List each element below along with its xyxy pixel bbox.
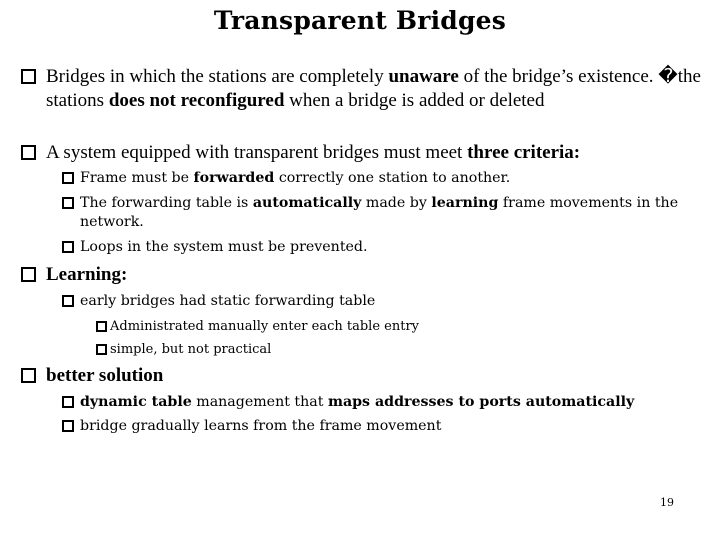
text-run: management that [191,394,328,410]
bullet-text [46,65,701,113]
text-run: The forwarding table is [80,195,253,211]
bullet-text: Administrated manually enter each table entry [110,319,420,334]
square-bullet-icon [62,197,74,209]
page-number: 19 [660,496,674,509]
sub-bullet-gradually-learns [62,417,702,436]
bullet-text [80,393,634,412]
bullet-criteria [21,141,711,165]
sub-bullet-dynamic-table [62,393,702,412]
bullet-text: early bridges had static forwarding table [80,293,376,309]
bold-run: three criteria: [467,142,581,163]
square-bullet-icon [21,145,36,160]
bullet-text: Loops in the system must be prevented. [80,239,368,255]
square-bullet-icon [21,69,36,84]
text-run: Frame must be [80,170,194,186]
slide-title: Transparent Bridges [213,6,507,35]
square-bullet-icon [62,396,74,408]
bold-run: does not reconfigured [108,90,285,111]
text-run: of the bridge’s existence. �the stations [46,66,701,111]
bold-run: unaware [388,66,459,87]
text-run: Bridges in which the stations are completely [46,66,389,87]
bold-run: Learning: [46,264,128,285]
bullet-better-solution [21,364,681,388]
text-run: made by [361,195,432,211]
square-bullet-icon [62,295,74,307]
square-bullet-icon [21,368,36,383]
sub-sub-bullet-simple [96,341,696,358]
sub-bullet-forwarded [62,169,702,188]
bullet-text: simple, but not practical [110,342,272,357]
bullet-text [46,263,127,287]
bold-run: automatically [252,195,362,211]
bullet-text [80,194,702,232]
bold-run: learning [431,195,499,211]
text-run: frame movements in the network. [80,195,679,230]
bullet-text [46,364,163,388]
square-bullet-icon [62,420,74,432]
text-run: when a bridge is added or deleted [284,90,545,111]
bullet-definition [21,65,701,113]
bold-run: forwarded [193,170,275,186]
square-bullet-icon [96,344,107,355]
sub-bullet-forwarding-table [62,194,702,232]
square-bullet-icon [96,321,107,332]
sub-bullet-loops [62,238,702,257]
square-bullet-icon [62,241,74,253]
bullet-learning [21,263,681,287]
text-run: correctly one station to another. [274,170,511,186]
bullet-text: bridge gradually learns from the frame movement [80,418,442,434]
text-run: A system equipped with transparent bridges must meet [46,142,468,163]
bullet-text [46,141,580,165]
bold-run: dynamic table [80,394,192,410]
bold-run: maps addresses to ports automatically [327,394,635,410]
sub-bullet-static-table [62,292,702,311]
bullet-text [80,169,510,188]
bold-run: better solution [46,365,164,386]
square-bullet-icon [62,172,74,184]
square-bullet-icon [21,267,36,282]
sub-sub-bullet-administrated [96,318,696,335]
